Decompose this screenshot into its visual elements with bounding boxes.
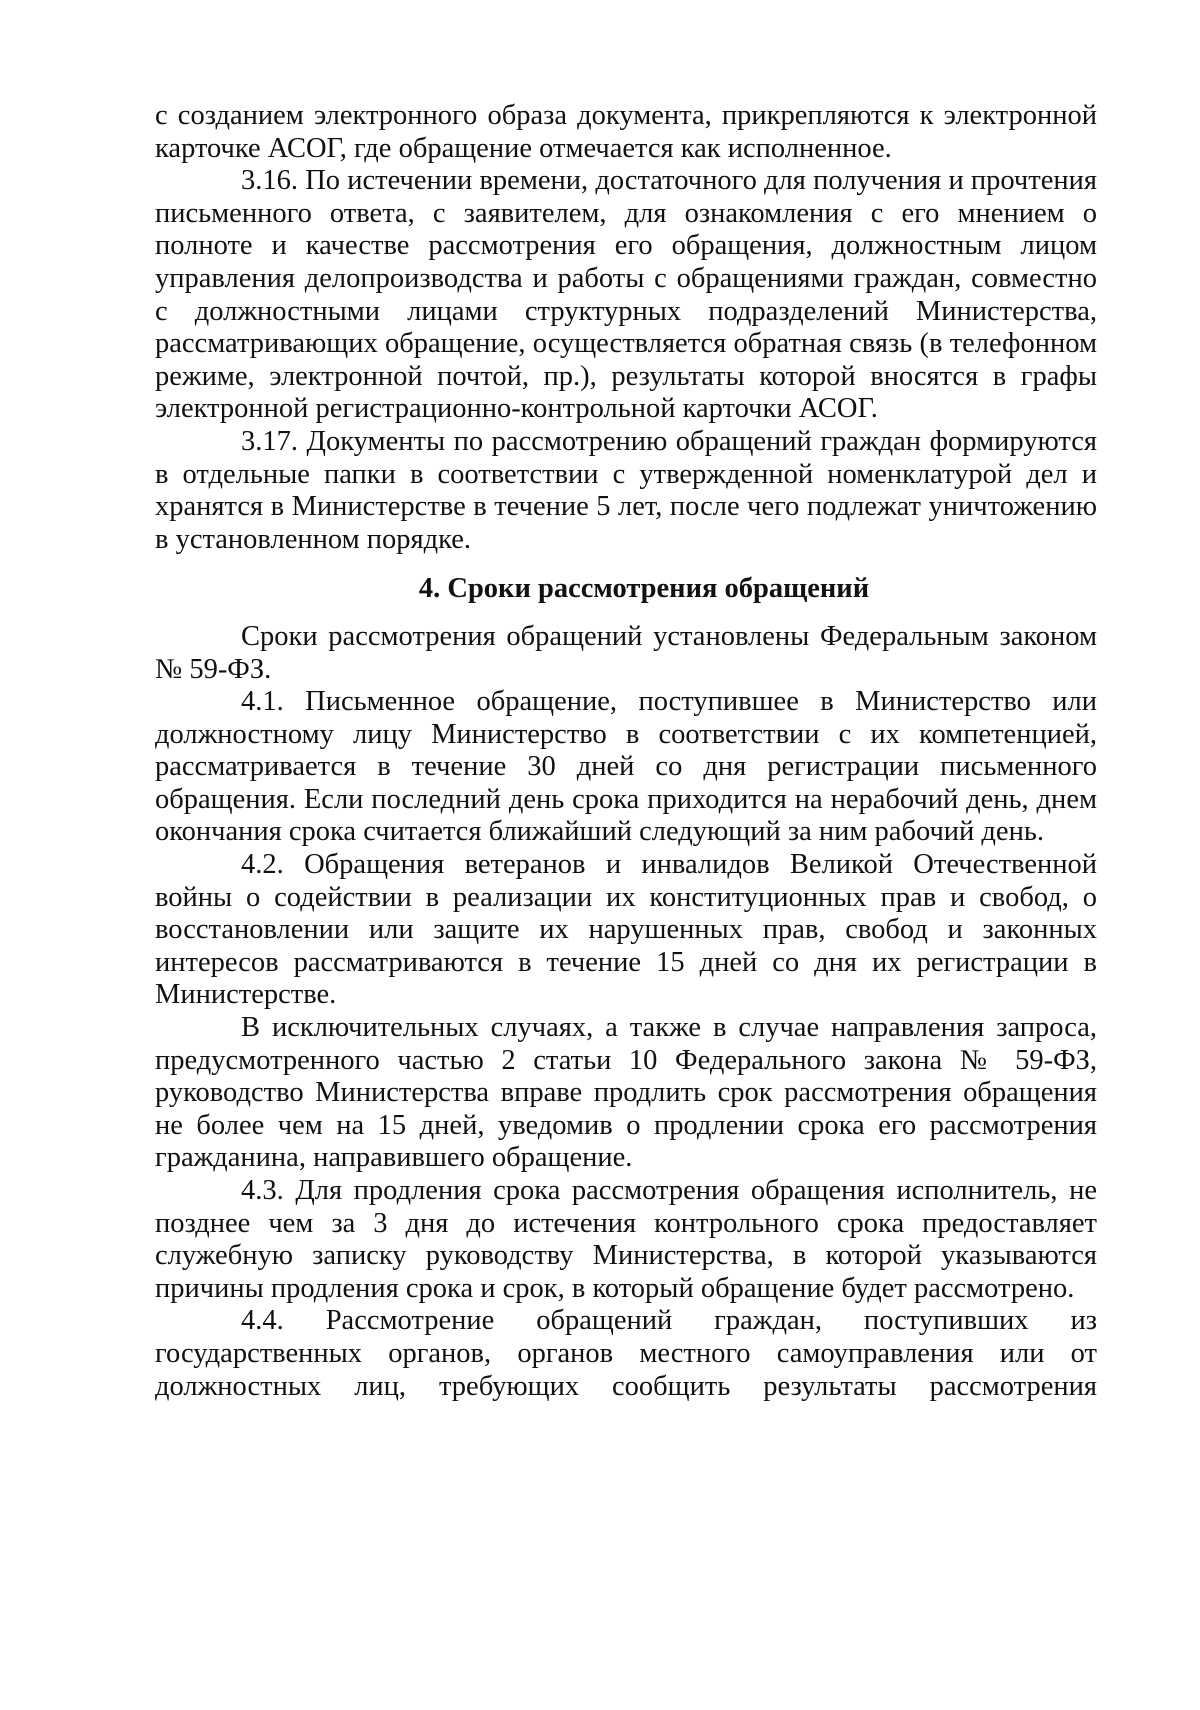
paragraph-4-4: 4.4. Рассмотрение обращений граждан, поступивших из государственных органов, органов местного самоуправления или от должностных лиц, требующих сообщить результаты рассмотрения [155,1305,1097,1402]
paragraph-intro: Сроки рассмотрения обращений установлены Федеральным законом № 59-ФЗ. [155,620,1097,685]
section-heading: 4. Сроки рассмотрения обращений [418,573,870,605]
paragraph-3-16: 3.16. По истечении времени, достаточного для получения и прочтения письменного ответа, с заявителем, для ознакомления с его мнением о полноте и качестве рассмотрения его обращения, должностным лицом управления делопроизводства и работы с обращениями граждан, совместно с должностными лицами структурных подразделений Министерства, рассматривающих обращение, осуществляется обратная связь (в телефонном режиме, электронной почтой, пр.), результаты которой вносятся в графы электронной регистрационно-контрольной карточки АСОГ. [155,165,1097,425]
paragraph-4-3: 4.3. Для продления срока рассмотрения обращения исполнитель, не позднее чем за 3 дня до истечения контрольного срока предоставляет служебную записку руководству Министерства, в которой указываются причины продления срока и срок, в который обращение будет рассмотрено. [155,1175,1097,1304]
paragraph-4-1: 4.1. Письменное обращение, поступившее в Министерство или должностному лицу Министерство в соответствии с их компетенцией, рассматривается в течение 30 дней со дня регистрации письменного обращения. Если последний день срока приходится на нерабочий день, днем окончания срока считается ближайший следующий за ним рабочий день. [155,686,1097,848]
paragraph-3-17: 3.17. Документы по рассмотрению обращений граждан формируются в отдельные папки в соответствии с утвержденной номенклатурой дел и хранятся в Министерстве в течение 5 лет, после чего подлежат уничтожению в установленном порядке. [155,425,1097,555]
document-body [155,100,1097,1403]
paragraph-exceptions: В исключительных случаях, а также в случае направления запроса, предусмотренного частью 2 статьи 10 Федерального закона № 59-ФЗ, руководство Министерства вправе продлить срок рассмотрения обращения не более чем на 15 дней, уведомив о продлении срока его рассмотрения гражданина, направившего обращение. [155,1012,1097,1174]
paragraph-4-2: 4.2. Обращения ветеранов и инвалидов Великой Отечественной войны о содействии в реализации их конституционных прав и свобод, о восстановлении или защите их нарушенных прав, свобод и законных интересов рассматриваются в течение 15 дней со дня их регистрации в Министерстве. [155,849,1097,1011]
paragraph-continuation: с созданием электронного образа документа, прикрепляются к электронной карточке АСОГ, где обращение отмечается как исполненное. [155,100,1097,164]
